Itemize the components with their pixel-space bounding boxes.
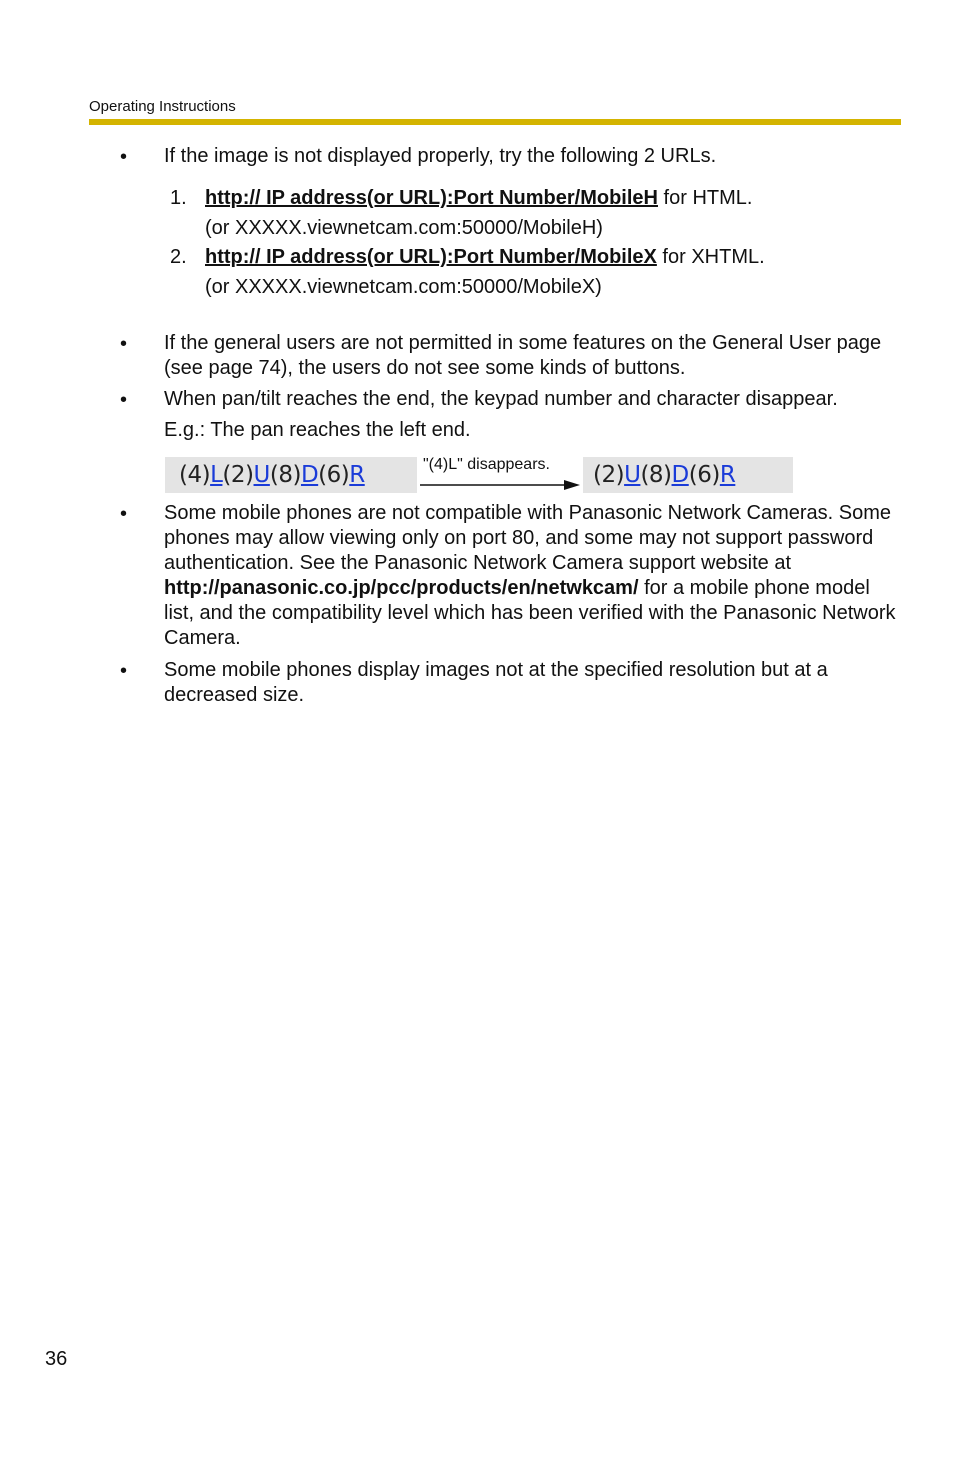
running-header: Operating Instructions [89, 98, 236, 115]
bullet-glyph: • [120, 333, 128, 355]
keypad-key-6: (6) [318, 462, 350, 488]
bullet-text-urls-intro: If the image is not displayed properly, try the following 2 URLs. [164, 145, 717, 167]
bullet-glyph: • [120, 503, 128, 525]
keypad-link-down: D [300, 462, 319, 488]
disappear-label: "(4)L" disappears. [423, 456, 550, 473]
bullet-glyph: • [120, 660, 128, 682]
compat-text-pre: Some mobile phones are not compatible with Panasonic Network Cameras. Some phones may allow viewing only on port 80, and some may not support password authentication. See the Panasonic Network Camera support website at [164, 502, 892, 574]
keypad-after [583, 457, 793, 493]
list-number: 2. [170, 246, 187, 268]
compat-text-post: for a mobile phone model list, and the compatibility level which has been verified with the Panasonic Network Camera. [164, 577, 896, 649]
url-item-html [205, 187, 752, 210]
bullet-text-general-users: If the general users are not permitted in some features on the General User page (see page 74), the users do not see some kinds of buttons. [164, 332, 882, 379]
example-text: E.g.: The pan reaches the left end. [164, 419, 471, 441]
keypad-key-2: (2) [222, 462, 254, 488]
header-rule [89, 119, 901, 125]
keypad-link-right: R [349, 462, 365, 488]
url-link-mobileh: http:// IP address(or URL):Port Number/MobileH [205, 187, 658, 209]
bullet-text-pan-tilt: When pan/tilt reaches the end, the keypad number and character disappear. [164, 388, 838, 410]
bullet-text-compatibility [164, 501, 900, 651]
arrow-right-icon [418, 478, 582, 492]
keypad-link-right: R [719, 462, 736, 488]
keypad-key-8: (8) [269, 462, 301, 488]
url-link-mobilex: http:// IP address(or URL):Port Number/MobileX [205, 246, 657, 268]
url-example: (or XXXXX.viewnetcam.com:50000/MobileH) [205, 217, 603, 239]
bullet-glyph: • [120, 146, 128, 168]
keypad-key-8: (8) [640, 462, 672, 488]
keypad-link-up: U [253, 462, 270, 488]
keypad-link-left: L [210, 462, 223, 488]
keypad-key-2: (2) [593, 462, 625, 488]
keypad-before [165, 457, 417, 493]
support-website-link: http://panasonic.co.jp/pcc/products/en/netwkcam/ [164, 577, 639, 599]
keypad-key-6: (6) [688, 462, 720, 488]
page-number: 36 [45, 1348, 68, 1370]
url-suffix: for XHTML. [656, 246, 765, 268]
url-item-xhtml [205, 246, 765, 269]
url-suffix: for HTML. [657, 187, 753, 209]
keypad-link-up: U [624, 462, 641, 488]
list-number: 1. [170, 187, 187, 209]
bullet-text-resolution: Some mobile phones display images not at the specified resolution but at a decreased size. [164, 659, 828, 706]
bullet-glyph: • [120, 389, 128, 411]
keypad-key-4: (4) [179, 462, 211, 488]
url-example: (or XXXXX.viewnetcam.com:50000/MobileX) [205, 276, 602, 298]
keypad-link-down: D [671, 462, 689, 488]
